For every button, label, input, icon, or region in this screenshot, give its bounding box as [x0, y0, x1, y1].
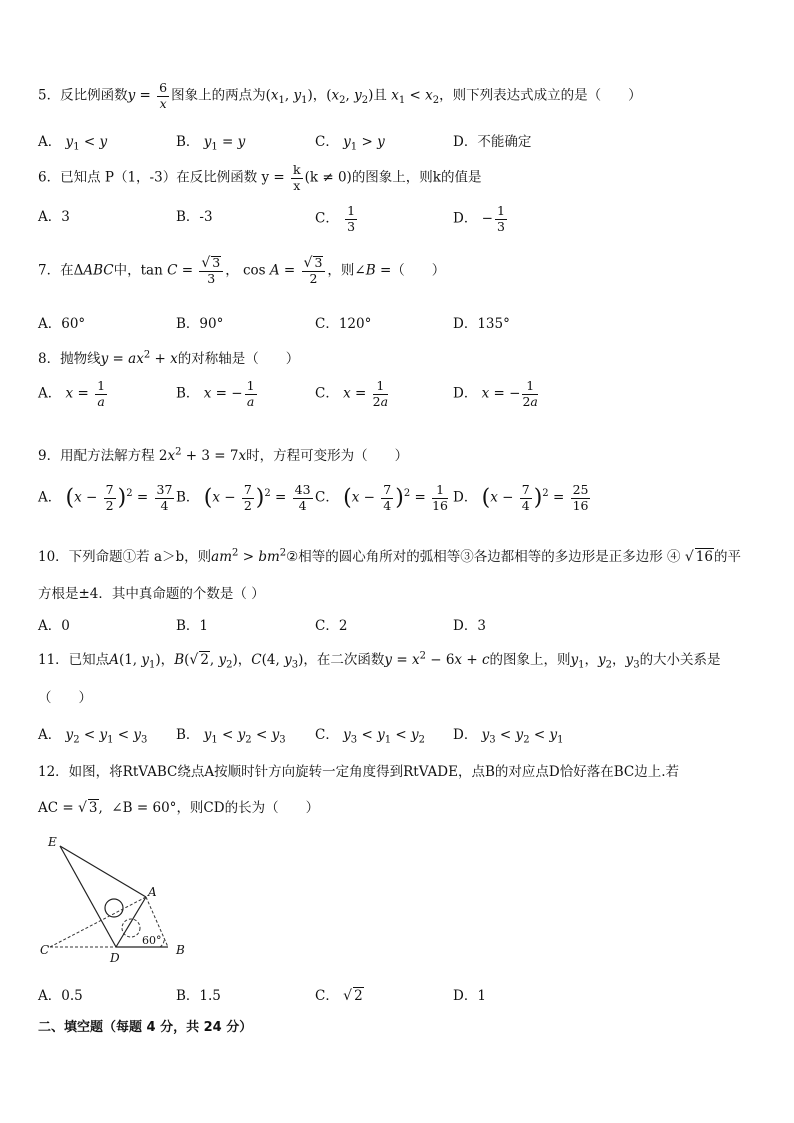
marker-circle: [105, 899, 123, 917]
q7-fraction-cos: $\frac{√ 3}{2}$: [302, 256, 326, 286]
q8-options: [38, 380, 598, 420]
q8-option-d[interactable]: D． x = − $\frac{1}{2a}$: [453, 378, 538, 409]
q6-options: [38, 205, 598, 245]
q12-option-b[interactable]: B．1.5: [176, 988, 221, 1004]
edge-ea: [60, 846, 146, 897]
question-10-line2: 方根是±4．其中真命题的个数是（ ）: [38, 586, 265, 602]
label-a: A: [148, 885, 157, 899]
q7-fraction-tan: $\frac{√ 3}{3}$: [199, 256, 223, 286]
q10-option-c[interactable]: C．2: [315, 618, 348, 634]
q10-option-b[interactable]: B．1: [176, 618, 209, 634]
q6-fraction: $\frac{k}{x}$: [293, 162, 301, 193]
edge-ed: [60, 846, 116, 947]
question-11: 11．已知点A(1, $y_1$)，B(√ 2, $y_2$)，C(4, $y_3$)，在二次函数$y = x^2 - 6x + c$的图象上，则$y_1$，$y_2$，$y_3$的大小关系是: [38, 650, 721, 671]
q8-option-b[interactable]: B． x = − $\frac{1}{a}$: [176, 378, 255, 409]
q5-option-d[interactable]: D．不能确定: [453, 134, 532, 150]
q6-option-b[interactable]: B．-3: [176, 209, 213, 225]
label-c: C: [40, 943, 50, 957]
question-12-line2: AC = √ 3, ∠B = 60°，则CD的长为（ ）: [38, 800, 320, 816]
q11-option-d[interactable]: D． $y_3 < y_2 < y_1$: [453, 727, 564, 746]
label-e: E: [48, 835, 57, 849]
q9-option-d[interactable]: D． (x − $\frac{7}{4}$ )$^2$ = $\frac{25}{16}$: [453, 482, 589, 513]
question-7: 7．在ΔABC中，tan C = $\frac{√ 3}{3}$ ， cos A = $\frac{√ 3}{2}$ ，则∠B =（ ）: [38, 255, 446, 286]
label-b: B: [176, 943, 185, 957]
q9-option-b[interactable]: B． (x − $\frac{7}{2}$ )$^2$ = $\frac{43}{4}$: [176, 482, 311, 513]
q12-option-a[interactable]: A．0.5: [38, 988, 83, 1004]
q5-text: 5．反比例函数: [38, 87, 128, 104]
q7-option-b[interactable]: B．90°: [176, 316, 224, 332]
q10-option-a[interactable]: A．0: [38, 618, 70, 634]
q7-option-c[interactable]: C．120°: [315, 316, 372, 332]
q7-option-d[interactable]: D．135°: [453, 316, 510, 332]
question-9: 9．用配方法解方程 $2x^2 + 3 = 7x$时，方程可变形为（ ）: [38, 446, 409, 464]
q5-fraction: $\frac{6}{x}$: [159, 80, 168, 111]
question-10: 10．下列命题①若 a＞b，则$am^2$ > $bm^2②$相等的圆心角所对的弧相等③各边都相等的多边形是正多边形 ④ √ 16的平: [38, 547, 741, 565]
q5-option-a[interactable]: A． $y_1 < y$: [38, 134, 108, 153]
q9-option-a[interactable]: A． (x − $\frac{7}{2}$ )$^2$ = $\frac{37}{4}$: [38, 482, 173, 513]
q5-option-b[interactable]: B． $y_1 = y$: [176, 134, 246, 153]
q5-option-c[interactable]: C． $y_1 > y$: [315, 134, 385, 153]
q9-option-c[interactable]: C． (x − $\frac{7}{4}$ )$^2$ = $\frac{1}{16}$: [315, 482, 448, 513]
question-12: 12．如图，将RtVABC绕点A按顺时针方向旋转一定角度得到RtVADE，点B的对应点D恰好落在BC边上.若: [38, 764, 679, 780]
question-6: 6．已知点 P（1，-3）在反比例函数 y = $\frac{k}{x}$ (k ≠ 0)的图象上，则k的值是: [38, 162, 482, 193]
q12-option-d[interactable]: D．1: [453, 988, 486, 1004]
q10-option-d[interactable]: D．3: [453, 618, 486, 634]
section-2-heading: 二、填空题（每题 4 分，共 24 分）: [38, 1020, 253, 1035]
q6-option-a[interactable]: A．3: [38, 209, 70, 225]
q6-option-c[interactable]: C． $\frac{1}{3}$: [315, 203, 356, 234]
q7-options: [38, 312, 598, 352]
q11-option-a[interactable]: A． $y_2 < y_1 < y_3$: [38, 727, 148, 746]
q11-options: [38, 723, 598, 763]
q8-option-c[interactable]: C． x = $\frac{1}{2a}$: [315, 378, 389, 409]
q6-option-d[interactable]: D． − $\frac{1}{3}$: [453, 203, 505, 234]
question-8: 8．抛物线$y = ax^2 + x$的对称轴是（ ）: [38, 349, 300, 367]
q9-options: [38, 484, 598, 524]
angle-label: 60°: [142, 934, 162, 947]
q11-option-b[interactable]: B． $y_1 < y_2 < y_3$: [176, 727, 286, 746]
question-5: 5．反比例函数y = $\frac{6}{x}$ 图象上的两点为($x_1$, $y_1$)，($x_2$, $y_2$)且 $x_1 < x_2$，则下列表达式成立的是（ ）: [38, 80, 642, 111]
geometry-figure: [36, 832, 196, 967]
label-d: D: [110, 951, 120, 965]
q12-option-c[interactable]: C． √ 2: [315, 988, 363, 1004]
q8-option-a[interactable]: A． x = $\frac{1}{a}$: [38, 378, 106, 409]
q11-option-c[interactable]: C． $y_3 < y_1 < y_2$: [315, 727, 425, 746]
question-11-line2: （ ）: [38, 690, 92, 706]
q7-option-a[interactable]: A．60°: [38, 316, 86, 332]
